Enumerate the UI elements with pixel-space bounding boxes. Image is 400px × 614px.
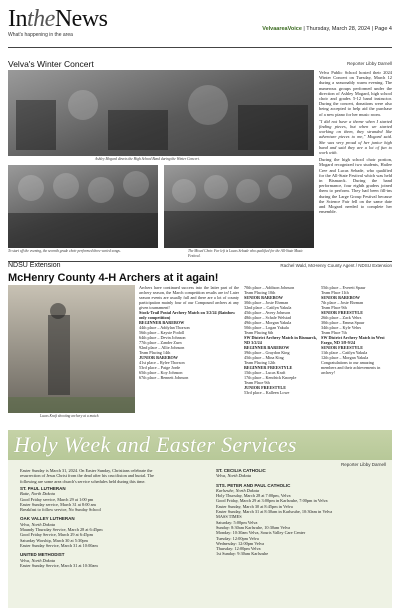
archer-result-heading: SENIOR FREESTYLE <box>321 345 364 350</box>
service-time: Breakfast to follow service, No Sunday School <box>20 507 101 513</box>
holy-week-intro <box>20 468 154 484</box>
band-photo <box>8 70 314 156</box>
holy-week-box <box>8 430 392 608</box>
archery-photo <box>8 285 135 413</box>
archer-result-line: 17th place – Kendrick Knoeple <box>244 375 297 380</box>
archer-result-line: Team Place 7th <box>321 330 347 335</box>
church-location: Karlsruhe, North Dakota <box>216 487 260 493</box>
archer-result-line: 39th place – Graydon King <box>244 350 290 355</box>
archer-result-heading: BEGINNER BAREBOW <box>139 320 185 325</box>
service-time: Sunday: 8:30am Karlsruhe, 10:30am Velva <box>216 524 291 530</box>
church-name: ST. PAUL LUTHERAN <box>20 486 66 491</box>
archers-headline: McHenry County 4-H Archers at it again! <box>8 272 219 284</box>
archer-result-line: Team Placing 10th <box>244 290 276 295</box>
archer-result-line: 92nd place – Allie Johnson <box>139 345 185 350</box>
mixed-choir-caption: The Mixed Choir. Far left is Lucas Sebade who qualified for the All-State Music Festival. <box>188 249 303 258</box>
service-time: Good Friday Service, March 29 at 6:45pm <box>20 532 93 538</box>
holy-week-intro-line: resurrection of Jesus Christ from the dead after his crucifixion and burial. The <box>20 473 154 479</box>
service-time: MASS TIMES <box>216 514 242 520</box>
ndsu-reporter: Rachel Wald, McHenry County Agent / NDSU Extension <box>280 263 392 268</box>
masthead <box>8 6 392 46</box>
archer-result-heading: JUNIOR FREESTYLE <box>244 385 286 390</box>
ndsu-header <box>8 262 392 269</box>
archer-result-line: 30th place – Emma Spaur <box>321 320 365 325</box>
archer-result-line: 30th place – Josie Ehrman <box>244 300 289 305</box>
archer-result-line: 11th place – Caitlyn Yakula <box>321 350 368 355</box>
archer-result-line: archery! <box>321 370 335 375</box>
archer-result-line: Team Place 11th <box>321 290 349 295</box>
archer-result-line: 15th place – Lucas Kraft <box>244 370 286 375</box>
seventh-grade-choir-caption: To start off the evening, the seventh grade choir performed three varied songs. <box>8 249 121 253</box>
service-time: Maundy Thursday Service, March 28 at 6:45pm <box>20 527 103 533</box>
archer-result-line: 41st place – Rylee Thorson <box>139 360 185 365</box>
archer-result-heading: SENIOR BAREBOW <box>321 295 360 300</box>
service-time: Tuesday: 12:00pm Velva <box>216 535 259 541</box>
service-time: Good Friday, March 29 at 3:00pm in Karlsruhe, 7:00pm in Velva <box>216 498 328 504</box>
archer-result-line: 44th place – Addylan Thorson <box>139 325 190 330</box>
seventh-grade-choir-photo <box>8 165 158 248</box>
issue-info <box>262 26 392 32</box>
archer-result-heading: SW District Archery Match in West Fargo, ND 3/8-9/24 <box>321 335 385 345</box>
concert-paragraph: "I did not have a theme when I started finding pieces, but when we started working on them, they stranded like adventure pieces to me," Mogard said. She was very proud of her junior high band and said they are a lot of fun to work with. <box>319 118 392 156</box>
archer-result-line: 50th place – Logan Yakula <box>244 325 289 330</box>
church-location: Velva, North Dakota <box>20 521 56 527</box>
ndsu-label: NDSU Extension <box>8 262 61 269</box>
holy-week-left-column <box>20 486 210 568</box>
archer-result-line: 26th place – Zack Vehrs <box>321 315 362 320</box>
archer-result-heading: Stock-Trail Postal Archery Match on 3/2/24 (Rainbow only competition) <box>139 310 236 320</box>
holy-week-intro-line: following are some area church's service schedules held during this time. <box>20 478 146 484</box>
archer-result-line: 7th place – Josie Ehrman <box>321 300 364 305</box>
archer-result-line: Team Placing 6th <box>244 330 274 335</box>
archers-column-1 <box>139 285 239 380</box>
archery-photo-caption: Lucas Kraft shooting archery at a match. <box>40 414 100 418</box>
archers-column-3 <box>321 285 393 375</box>
archer-result-line: 45th place – Mina King <box>244 355 284 360</box>
service-time: Good Friday service, March 29 at 1:00 pm <box>20 496 94 502</box>
archer-result-line: Team Placing 12th <box>244 360 276 365</box>
holy-week-intro-line: Easter Sunday is March 31, 2024. On Easter Sunday, Christians celebrate the <box>20 468 153 473</box>
archer-result-heading: SW District Archery Match in Bismarck, ND 3/2/24 <box>244 335 318 345</box>
service-time: Easter Sunday Service, March 31 at 10:00am <box>20 542 98 548</box>
archer-result-line: members and their achievements in <box>321 365 381 370</box>
archer-result-line: 53rd place – Kalleen Lowe <box>244 390 290 395</box>
archer-result-heading: BEGINNER FREESTYLE <box>244 365 293 370</box>
church-name: STS. PETER AND PAUL CATHOLIC <box>216 482 291 488</box>
church-location: Velva, North Dakota <box>20 557 56 563</box>
service-time: Easter Sunday Service, March 31 at 10:30am <box>20 562 98 568</box>
archer-result-line: Team Place 9th <box>321 305 347 310</box>
archer-result-line: 49th place – Morgan Yakula <box>244 320 292 325</box>
archer-result-line: 48th place – Schale Welstad <box>244 315 292 320</box>
archer-result-line: 67th place – Bennett Johnson <box>139 375 189 380</box>
concert-paragraph: Velva Public School hosted their 2024 Winter Concert on Tuesday, March 12 during a seasonably warm evening. The numerous groups performed under the direction of Ashley Mogard, high school choir and grades 5-12 band instructor. During the concert, donations were also being accepted to help aid the purchase of a new piano for her music room. <box>319 70 392 117</box>
title-in: In <box>8 6 27 32</box>
archer-result-heading: JUNIOR BAREBOW <box>139 355 178 360</box>
concert-reporter: Reporter Libby Darnell <box>346 61 392 66</box>
service-time: Thursday: 12:00pm Velva <box>216 546 261 552</box>
issue-date-page: | Thursday, March 28, 2024 | Page 4 <box>301 26 392 32</box>
archer-result-heading: SENIOR FREESTYLE <box>321 310 364 315</box>
service-time: Holy Thursday, March 28 at 7:00pm, Velva <box>216 493 291 499</box>
archer-result-line: 70th place – Addison Johnson <box>244 285 295 290</box>
concert-article <box>319 70 392 216</box>
archer-result-heading: BEGINNER BAREBOW <box>244 345 290 350</box>
archer-result-line: 77th place – Zander Zurn <box>139 340 182 345</box>
service-time: Easter Sunday, March 31 at 8:30am in Karlsruhe, 10:30am in Velva <box>216 509 333 515</box>
concert-paragraph: During the high school choir portion, Mogard recognized two students, Hailee Cree and Lucas Sebade, who qualified for the All-State Festival which was held in Bismarck. During the band performance, four eighth graders joined them to perform. They had been fill-ins during the Large Group Festival because the Science Fair fell on the same date and Mogard needed to complete her ensemble. <box>319 157 392 215</box>
holy-week-right-column <box>216 468 388 557</box>
archer-result-line: 65th place – Koy Johnson <box>139 370 183 375</box>
service-time: Saturday Worship, March 30 at 5:30pm <box>20 537 88 543</box>
archer-result-line: 12th place – Morgan Yakula <box>321 355 369 360</box>
service-time: Saturday: 5:00pm Velva <box>216 519 258 525</box>
mixed-choir-photo <box>164 165 314 248</box>
band-photo-caption: Ashley Mogard directs the High School Band during the Winter Concert. <box>95 157 200 161</box>
archer-result-line: 45th place – Avery Johnson <box>244 310 291 315</box>
concert-title: Velva's Winter Concert <box>8 59 94 69</box>
archer-result-line: 32nd place – Caitlyn Yakula <box>244 305 292 310</box>
concert-header <box>8 59 392 69</box>
church-location: Butte, North Dakota <box>20 491 55 497</box>
title-news: News <box>54 6 108 32</box>
archer-result-line: Congratulations to our amazing <box>321 360 374 365</box>
service-time: 1st Sunday: 9:30am Karlsruhe <box>216 551 269 557</box>
church-name: OAK VALLEY LUTHERAN <box>20 516 75 522</box>
holy-week-title: Holy Week and Easter Services <box>14 432 297 457</box>
archer-result-line: 55th place – Everett Spaur <box>321 285 366 290</box>
holy-week-reporter: Reporter Libby Darnell <box>340 462 386 467</box>
archers-column-2 <box>244 285 318 395</box>
archer-result-line: Team Placing 14th <box>139 350 171 355</box>
service-time: Wednesday: 12:00pm Velva <box>216 540 265 546</box>
archer-result-line: 56th place – Kaysie Podoll <box>139 330 185 335</box>
archer-result-line: Team Place 9th <box>244 380 270 385</box>
brand-name: VelvaareaVoice <box>262 26 302 32</box>
church-name: ST. CECILIA CATHOLIC <box>216 468 266 473</box>
archer-result-line: 53rd place – Paige Jorde <box>139 365 181 370</box>
tagline: What's happening in the area <box>8 32 73 38</box>
masthead-rule <box>8 47 392 48</box>
service-time: Monday: 10:30am Velva, Souris Valley Care Center <box>216 530 306 536</box>
service-time: Easter Sunday, March 30 at 8:45pm in Velva <box>216 503 293 509</box>
church-location: Velva, North Dakota <box>216 473 252 479</box>
archer-result-heading: SENIOR BAREBOW <box>244 295 283 300</box>
church-name: UNITED METHODIST <box>20 552 65 558</box>
holy-week-banner <box>8 430 392 460</box>
service-time: Easter Sunday service, March 31 at 8:00 am <box>20 501 96 507</box>
archer-result-line: Archers have continued success into the latter part of the archery season, the March competition results are in! Later season events are usually full and there are a lot of county participation mainly four of our Compound archers at any given tournament! <box>139 285 239 310</box>
archer-result-line: 64th place – Devin Johnson <box>139 335 186 340</box>
archer-result-line: 34th place – Kyle Vehrs <box>321 325 362 330</box>
title-the: the <box>27 6 55 32</box>
